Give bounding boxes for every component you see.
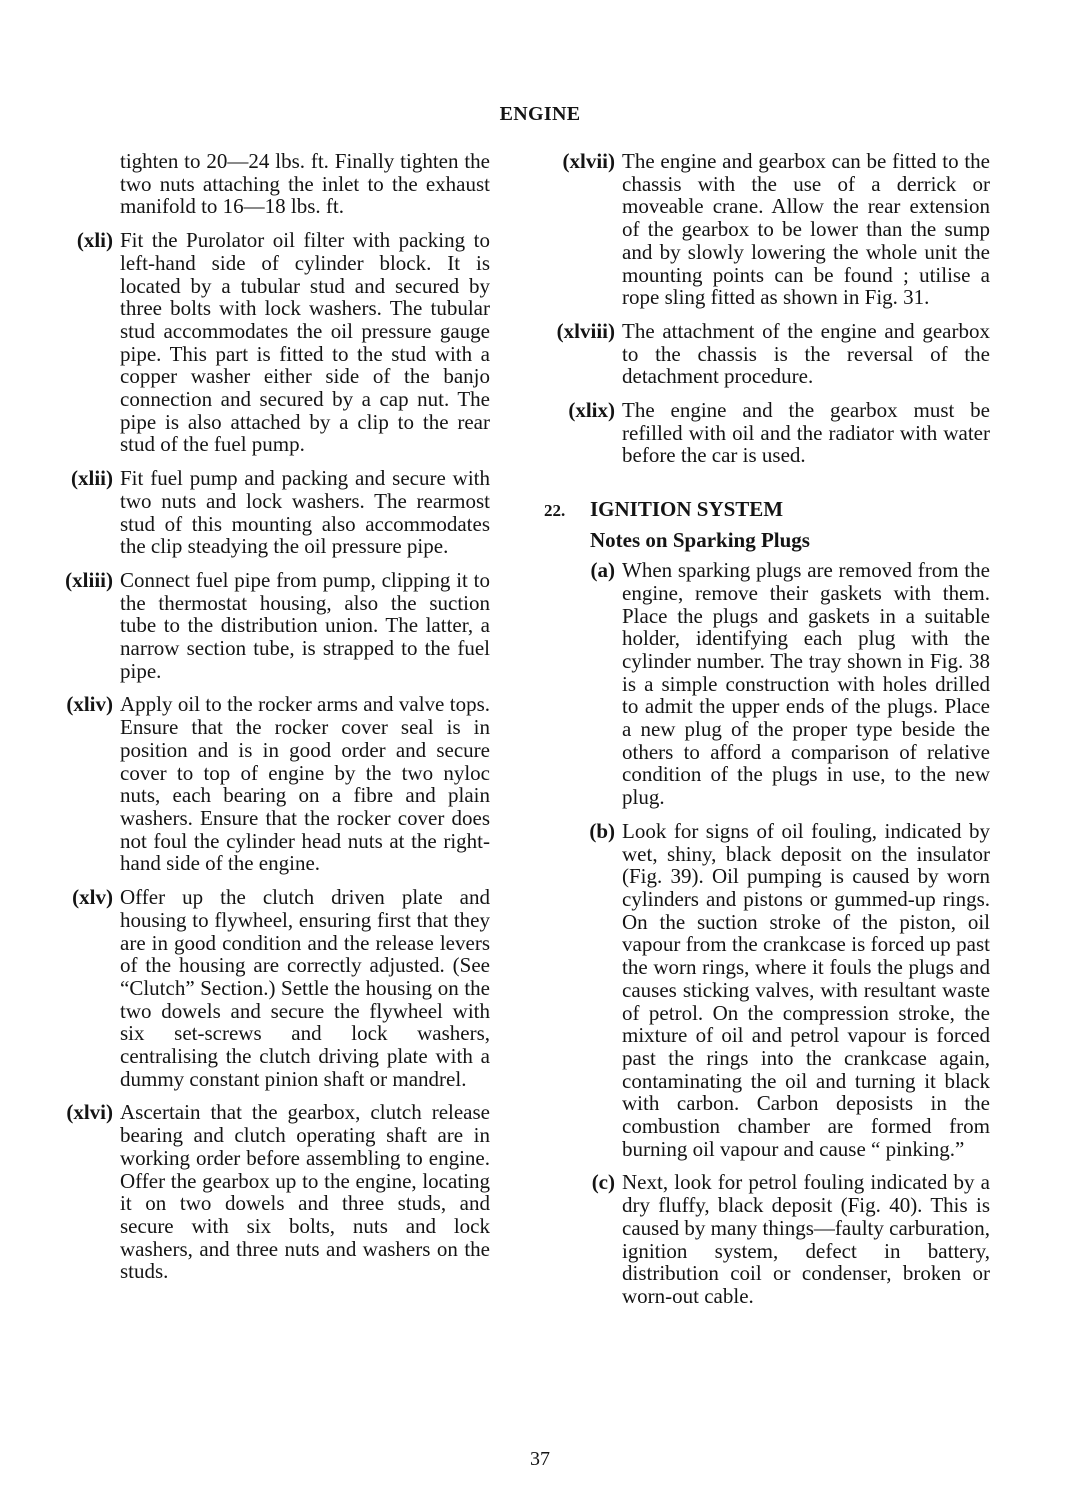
section-number: 22. <box>544 501 566 521</box>
item-label: (b) <box>589 818 615 843</box>
list-item <box>55 569 490 683</box>
item-label: (xli) <box>76 228 113 253</box>
list-item <box>544 150 990 309</box>
item-text: Apply oil to the rocker arms and valve tops. Ensure that the rocker cover seal is in position and is in good order and secure cover to top of engine by the two nyloc nuts, each bearing on a fibre and plain washers. Ensure that the rocker cover does not foul the cylinder head nuts at the right-hand side of the engine. <box>120 692 490 876</box>
left-column <box>55 150 490 1294</box>
item-label: (xliii) <box>65 567 113 592</box>
list-item <box>55 693 490 875</box>
item-label: (xlviii) <box>556 318 615 343</box>
section-title: IGNITION SYSTEM <box>590 497 784 522</box>
continuation-paragraph: tighten to 20—24 lbs. ft. Finally tighten the two nuts attaching the inlet to the exhaust manifold to 16—18 lbs. ft. <box>120 149 490 219</box>
item-text: Fit fuel pump and packing and secure with two nuts and lock washers. The rearmost stud of this mounting also accommodates the clip steadying the oil pressure pipe. <box>120 466 490 559</box>
section-subheading: Notes on Sparking Plugs <box>590 528 810 553</box>
item-label: (xlv) <box>72 885 113 910</box>
item-text: When sparking plugs are removed from the engine, remove their gaskets with them. Place the plugs and gaskets in a suitable holder, identifying each plug with the cylinder number. The tray shown in Fig. 38 is a simple construction with holes drilled to admit the upper ends of the plugs. Place a new plug of the proper type beside the others to afford a comparison of relative condition of the plugs in use, to the new plug. <box>622 558 990 810</box>
item-label: (xlvii) <box>562 149 615 173</box>
page-number: 37 <box>530 1448 550 1470</box>
item-text: Ascertain that the gearbox, clutch release bearing and clutch operating shaft are in working order before assembling to engine. Offer the gearbox up to the engine, locating it on two dowels and three studs, and secure with six bolts, nuts and lock washers, and three nuts and washers on the studs. <box>120 1100 490 1284</box>
list-item <box>55 467 490 558</box>
list-item <box>544 1171 990 1307</box>
list-item <box>544 320 990 388</box>
list-item <box>544 559 990 809</box>
list-item <box>55 1101 490 1283</box>
item-label: (xliv) <box>66 692 113 717</box>
item-text: Offer up the clutch driven plate and housing to flywheel, ensuring first that they are in good condition and the release levers of the housing are correctly adjusted. (See “Clutch” Section.) Settle the housing on the two dowels and secure the flywheel with six set-screws and lock washers, centralising the clutch driving plate with a dummy constant pinion shaft or mandrel. <box>120 885 490 1091</box>
list-item <box>544 820 990 1161</box>
list-item <box>55 229 490 456</box>
item-label: (xlvi) <box>66 1100 113 1125</box>
item-text: Connect fuel pipe from pump, clipping it to the thermostat housing, also the suction tube to the distribution union. The latter, a narrow section tube, is strapped to the fuel pipe. <box>120 567 490 683</box>
list-item <box>55 886 490 1090</box>
item-text: The engine and gearbox can be fitted to the chassis with the use of a derrick or moveable crane. Allow the rear extension of the gearbox to be lower than the sump and by slowly lowering the whole unit the mounting points can be found ; utilise a rope sling fitted as shown in Fig. 31. <box>622 149 990 310</box>
item-label: (a) <box>590 558 615 583</box>
item-label: (xlix) <box>568 398 615 423</box>
right-column <box>544 150 990 1319</box>
item-label: (c) <box>591 1170 615 1195</box>
item-text: Fit the Purolator oil filter with packing to left-hand side of cylinder block. It is located by a tubular stud and secured by three bolts with lock washers. The tubular stud accommodates the oil pressure gauge pipe. This part is fitted to the stud with a copper washer either side of the banjo connection and secured by a cap nut. The pipe is also attached by a clip to the rear stud of the fuel pump. <box>120 228 490 457</box>
item-text: The attachment of the engine and gearbox to the chassis is the reversal of the detachment procedure. <box>622 318 990 389</box>
page-header: ENGINE <box>499 103 581 125</box>
list-item <box>544 399 990 467</box>
item-text: Next, look for petrol fouling indicated by a dry fluffy, black deposit (Fig. 40). This is caused by many things—faulty carburation, ignition system, defect in battery, distribution coil or condenser, broken or worn-out cable. <box>622 1170 990 1308</box>
section-heading <box>544 497 990 522</box>
item-label: (xlii) <box>71 466 113 491</box>
item-text: The engine and the gearbox must be refilled with oil and the radiator with water before the car is used. <box>622 398 990 468</box>
item-text: Look for signs of oil fouling, indicated by wet, shiny, black deposit on the insulator (Fig. 39). Oil pumping is caused by worn cylinders and pistons or gummed-up rings. On the suction stroke of the piston, oil vapour from the crankcase is forced up past the worn rings, where it fouls the plugs and causes sticking valves, with resultant waste of petrol. On the compression stroke, the mixture of oil and petrol vapour is forced past the rings into the crankcase again, contaminating the oil and turning it black with carbon. Carbon deposists in the combustion chamber are formed from burning oil vapour and cause “ pinking.” <box>622 818 990 1161</box>
